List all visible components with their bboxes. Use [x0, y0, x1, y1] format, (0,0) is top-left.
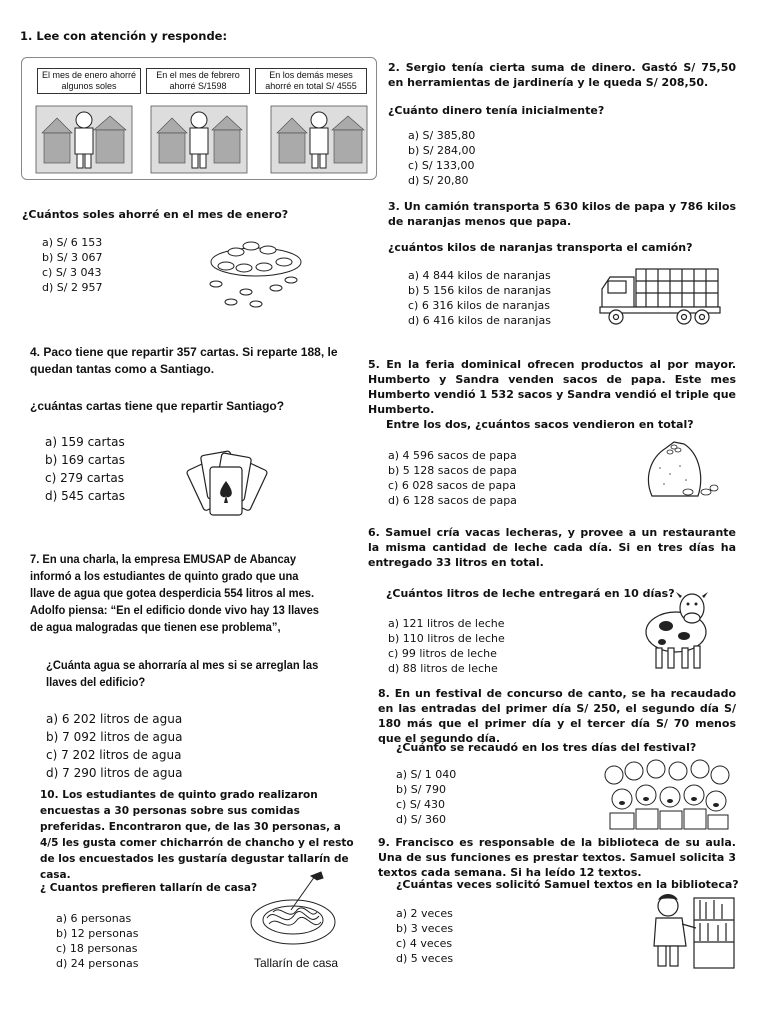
question-2-text: 2. Sergio tenía cierta suma de dinero. Gastó S/ 75,50 en herramientas de jardinería y le queda S/ 208,50.	[388, 61, 736, 89]
option-a[interactable]: a) 6 202 litros de agua	[46, 712, 183, 726]
options-q7	[46, 710, 182, 782]
option-c[interactable]: c) S/ 133,00	[408, 159, 475, 172]
image-caption: Tallarín de casa	[254, 956, 339, 970]
audience-illustration	[600, 757, 735, 832]
option-d[interactable]: d) 7 290 litros de agua	[46, 766, 183, 780]
option-c[interactable]: c) 7 202 litros de agua	[46, 748, 182, 762]
options-q4	[45, 433, 125, 505]
boy-saving-illustration	[22, 58, 376, 179]
question-5-text: 5. En la feria dominical ofrecen productos al por mayor. Humberto y Sandra venden sacos de papa. Este mes Humberto vendió 1 532 sacos y Sandra vendió el triple que Humberto.	[368, 358, 736, 416]
option-b[interactable]: b) S/ 790	[396, 783, 446, 796]
options-q8	[396, 767, 456, 827]
library-boy-illustration	[648, 890, 738, 970]
option-a[interactable]: a) 159 cartas	[45, 435, 125, 449]
options-q2	[408, 128, 475, 188]
option-b[interactable]: b) 169 cartas	[45, 453, 126, 467]
option-d[interactable]: d) 5 veces	[396, 952, 454, 965]
comic-caption-1: El mes de enero ahorré algunos soles	[37, 68, 141, 94]
option-b[interactable]: b) 12 personas	[56, 927, 139, 940]
option-c[interactable]: c) 6 316 kilos de naranjas	[408, 299, 550, 312]
option-b[interactable]: b) S/ 284,00	[408, 144, 476, 157]
option-b[interactable]: b) 7 092 litros de agua	[46, 730, 183, 744]
comic-caption-3: En los demás meses ahorré en total S/ 4555	[255, 68, 367, 94]
option-b[interactable]: b) S/ 3 067	[42, 251, 103, 264]
page-title: 1. Lee con atención y responde:	[20, 29, 228, 43]
question-10: ¿ Cuantos prefieren tallarín de casa?	[40, 882, 258, 894]
question-3: ¿cuántos kilos de naranjas transporta el camión?	[388, 241, 693, 254]
potato-sack-illustration	[640, 438, 720, 503]
question-8-text: 8. En un festival de concurso de canto, se ha recaudado en las entradas del primer día S/ 250, el segundo día S/ 180 más que el primer día y el tercer día S/ 70 menos que el segundo día.	[378, 687, 736, 745]
option-b[interactable]: b) 5 128 sacos de papa	[388, 464, 517, 477]
comic-strip-panel	[21, 57, 377, 180]
option-d[interactable]: d) 545 cartas	[45, 489, 126, 503]
option-a[interactable]: a) 4 596 sacos de papa	[388, 449, 517, 462]
option-c[interactable]: c) S/ 3 043	[42, 266, 102, 279]
option-c[interactable]: c) 4 veces	[396, 937, 453, 950]
option-b[interactable]: b) 5 156 kilos de naranjas	[408, 284, 551, 297]
options-q3	[408, 268, 551, 328]
truck-illustration	[598, 263, 723, 328]
question-4-text: 4. Paco tiene que repartir 357 cartas. Si reparte 188, le quedan tantas como a Santiago.	[30, 345, 338, 376]
option-d[interactable]: d) 6 416 kilos de naranjas	[408, 314, 551, 327]
question-2: ¿Cuánto dinero tenía inicialmente?	[388, 104, 605, 117]
question-7: ¿Cuánta agua se ahorraría al mes si se arreglan las llaves del edificio?	[46, 658, 319, 689]
options-q9	[396, 906, 453, 966]
playing-cards-illustration	[190, 445, 265, 520]
spaghetti-plate-illustration	[245, 870, 345, 950]
options-q6	[388, 616, 505, 676]
option-d[interactable]: d) 88 litros de leche	[388, 662, 498, 675]
option-c[interactable]: c) 18 personas	[56, 942, 138, 955]
question-1: ¿Cuántos soles ahorré en el mes de enero?	[22, 208, 289, 221]
question-8: ¿Cuánto se recaudó en los tres días del festival?	[396, 741, 697, 754]
option-a[interactable]: a) S/ 1 040	[396, 768, 457, 781]
option-a[interactable]: a) S/ 6 153	[42, 236, 103, 249]
option-c[interactable]: c) S/ 430	[396, 798, 446, 811]
option-d[interactable]: d) 6 128 sacos de papa	[388, 494, 517, 507]
option-a[interactable]: a) 121 litros de leche	[388, 617, 505, 630]
question-3-text: 3. Un camión transporta 5 630 kilos de papa y 786 kilos de naranjas menos que papa.	[388, 200, 736, 228]
options-q5	[388, 448, 517, 508]
question-5: Entre los dos, ¿cuántos sacos vendieron en total?	[386, 418, 694, 431]
option-c[interactable]: c) 99 litros de leche	[388, 647, 497, 660]
cow-illustration	[632, 590, 722, 675]
question-4: ¿cuántas cartas tiene que repartir Santiago?	[30, 399, 285, 413]
option-a[interactable]: a) 6 personas	[56, 912, 132, 925]
option-d[interactable]: d) S/ 360	[396, 813, 446, 826]
option-a[interactable]: a) S/ 385,80	[408, 129, 476, 142]
coins-pile-illustration	[196, 222, 316, 312]
option-c[interactable]: c) 6 028 sacos de papa	[388, 479, 516, 492]
option-a[interactable]: a) 4 844 kilos de naranjas	[408, 269, 551, 282]
question-7-text: 7. En una charla, la empresa EMUSAP de Abancay informó a los estudiantes de quinto grado que una llave de agua que gotea desperdicia 554 litros al mes. Adolfo piensa: “En el edificio donde vivo hay 13 llaves de agua malogradas que tienen ese problema”,	[30, 552, 319, 634]
options-q1	[42, 235, 102, 295]
option-c[interactable]: c) 279 cartas	[45, 471, 125, 485]
option-a[interactable]: a) 2 veces	[396, 907, 453, 920]
question-9: ¿Cuántas veces solicitó Samuel textos en la biblioteca?	[396, 878, 739, 891]
option-d[interactable]: d) S/ 2 957	[42, 281, 103, 294]
comic-caption-2: En el mes de febrero ahorré S/1598	[146, 68, 250, 94]
question-6-text: 6. Samuel cría vacas lecheras, y provee a un restaurante la misma cantidad de leche cada día. Si en tres días ha entregado 33 litros en total.	[368, 526, 736, 569]
options-q10	[56, 911, 138, 971]
option-b[interactable]: b) 3 veces	[396, 922, 454, 935]
option-b[interactable]: b) 110 litros de leche	[388, 632, 505, 645]
option-d[interactable]: d) 24 personas	[56, 957, 139, 970]
option-d[interactable]: d) S/ 20,80	[408, 174, 469, 187]
question-10-text: 10. Los estudiantes de quinto grado realizaron encuestas a 30 personas sobre sus comidas preferidas. Encontraron que, de las 30 personas, a 4/5 les gusta comer chicharrón de chancho y el resto de los encuestados les gustaría degustar tallarín de casa.	[40, 789, 354, 881]
question-9-text: 9. Francisco es responsable de la biblioteca de su aula. Una de sus funciones es prestar textos. Samuel solicita 3 textos cada semana. Si ha leído 12 textos.	[378, 836, 736, 879]
question-6: ¿Cuántos litros de leche entregará en 10 días?	[386, 587, 675, 600]
